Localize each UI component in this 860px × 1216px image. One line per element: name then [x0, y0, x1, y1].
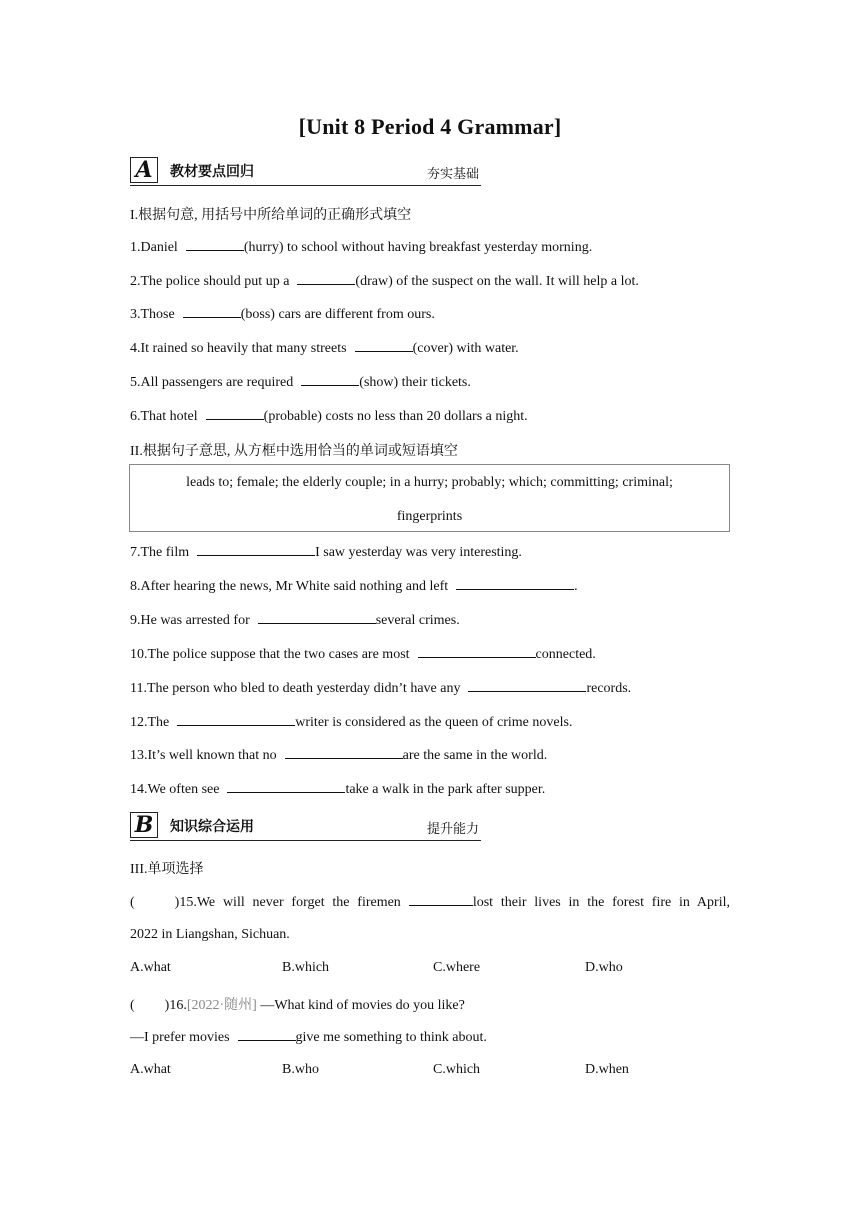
- option-c[interactable]: C.which: [433, 1062, 481, 1077]
- question-9: 9.He was arrested for several crimes.: [130, 613, 460, 628]
- option-c[interactable]: C.where: [433, 960, 481, 975]
- question-3: 3.Those (boss) cars are different from ours.: [130, 307, 435, 322]
- section-b-subheading: 提升能力: [426, 822, 479, 837]
- answer-blank[interactable]: [301, 373, 359, 386]
- question-4: 4.It rained so heavily that many streets (cover) with water.: [130, 341, 519, 356]
- answer-blank[interactable]: [206, 407, 264, 420]
- answer-blank[interactable]: [186, 238, 244, 251]
- answer-blank[interactable]: [297, 272, 355, 285]
- section-b-heading: 知识综合运用: [170, 819, 254, 835]
- question-11: 11.The person who bled to death yesterday didn’t have any records.: [130, 681, 632, 696]
- question-2: 2.The police should put up a (draw) of the suspect on the wall. It will help a lot.: [130, 274, 639, 289]
- part3-instruction: III.单项选择: [130, 862, 204, 877]
- question-12: 12.The writer is considered as the queen of crime novels.: [130, 715, 573, 730]
- option-b[interactable]: B.who: [282, 1062, 319, 1077]
- part1-instruction: I.根据句意, 用括号中所给单词的正确形式填空: [130, 208, 412, 223]
- question-15: ( )15.We will never forget the firemen lost their lives in the forest fire in April,: [130, 895, 730, 910]
- question-15-line2: 2022 in Liangshan, Sichuan.: [130, 927, 290, 942]
- question-1: 1.Daniel (hurry) to school without having breakfast yesterday morning.: [130, 240, 593, 255]
- question-5: 5.All passengers are required (show) their tickets.: [130, 375, 471, 390]
- answer-blank[interactable]: [468, 679, 586, 692]
- question-8: 8.After hearing the news, Mr White said nothing and left .: [130, 579, 578, 594]
- question-6: 6.That hotel (probable) costs no less than 20 dollars a night.: [130, 409, 528, 424]
- page-title: [Unit 8 Period 4 Grammar]: [298, 114, 562, 139]
- answer-blank[interactable]: [238, 1028, 296, 1041]
- question-16: ( )16.[2022·随州] —What kind of movies do you like?: [130, 998, 465, 1013]
- section-a-heading: 教材要点回归: [170, 164, 254, 180]
- option-d[interactable]: D.when: [585, 1062, 629, 1077]
- section-b-banner: [130, 810, 481, 841]
- section-a-logo: A: [130, 157, 158, 183]
- part2-instruction: II.根据句子意思, 从方框中选用恰当的单词或短语填空: [130, 444, 458, 459]
- question-14: 14.We often see take a walk in the park after supper.: [130, 782, 546, 797]
- option-a[interactable]: A.what: [130, 1062, 171, 1077]
- answer-blank[interactable]: [456, 577, 574, 590]
- question-source: [2022·随州]: [186, 998, 257, 1013]
- answer-blank[interactable]: [197, 543, 315, 556]
- option-d[interactable]: D.who: [585, 960, 623, 975]
- answer-blank[interactable]: [258, 611, 376, 624]
- word-bank-line: fingerprints: [396, 509, 463, 524]
- section-a-subheading: 夯实基础: [426, 167, 479, 182]
- section-a-banner: [130, 155, 481, 186]
- option-a[interactable]: A.what: [130, 960, 171, 975]
- word-bank-box: [129, 464, 730, 532]
- answer-blank[interactable]: [409, 893, 473, 906]
- answer-blank[interactable]: [227, 780, 345, 793]
- answer-blank[interactable]: [177, 713, 295, 726]
- question-16-line2: —I prefer movies give me something to think about.: [130, 1030, 487, 1045]
- question-10: 10.The police suppose that the two cases are most connected.: [130, 647, 596, 662]
- answer-blank[interactable]: [418, 645, 536, 658]
- question-7: 7.The film I saw yesterday was very interesting.: [130, 545, 522, 560]
- word-bank-line: leads to; female; the elderly couple; in a hurry; probably; which; committing; criminal;: [186, 475, 673, 490]
- option-b[interactable]: B.which: [282, 960, 330, 975]
- answer-blank[interactable]: [285, 746, 403, 759]
- section-b-logo: B: [130, 812, 158, 838]
- answer-blank[interactable]: [355, 339, 413, 352]
- answer-blank[interactable]: [183, 305, 241, 318]
- question-13: 13.It’s well known that no are the same in the world.: [130, 748, 548, 763]
